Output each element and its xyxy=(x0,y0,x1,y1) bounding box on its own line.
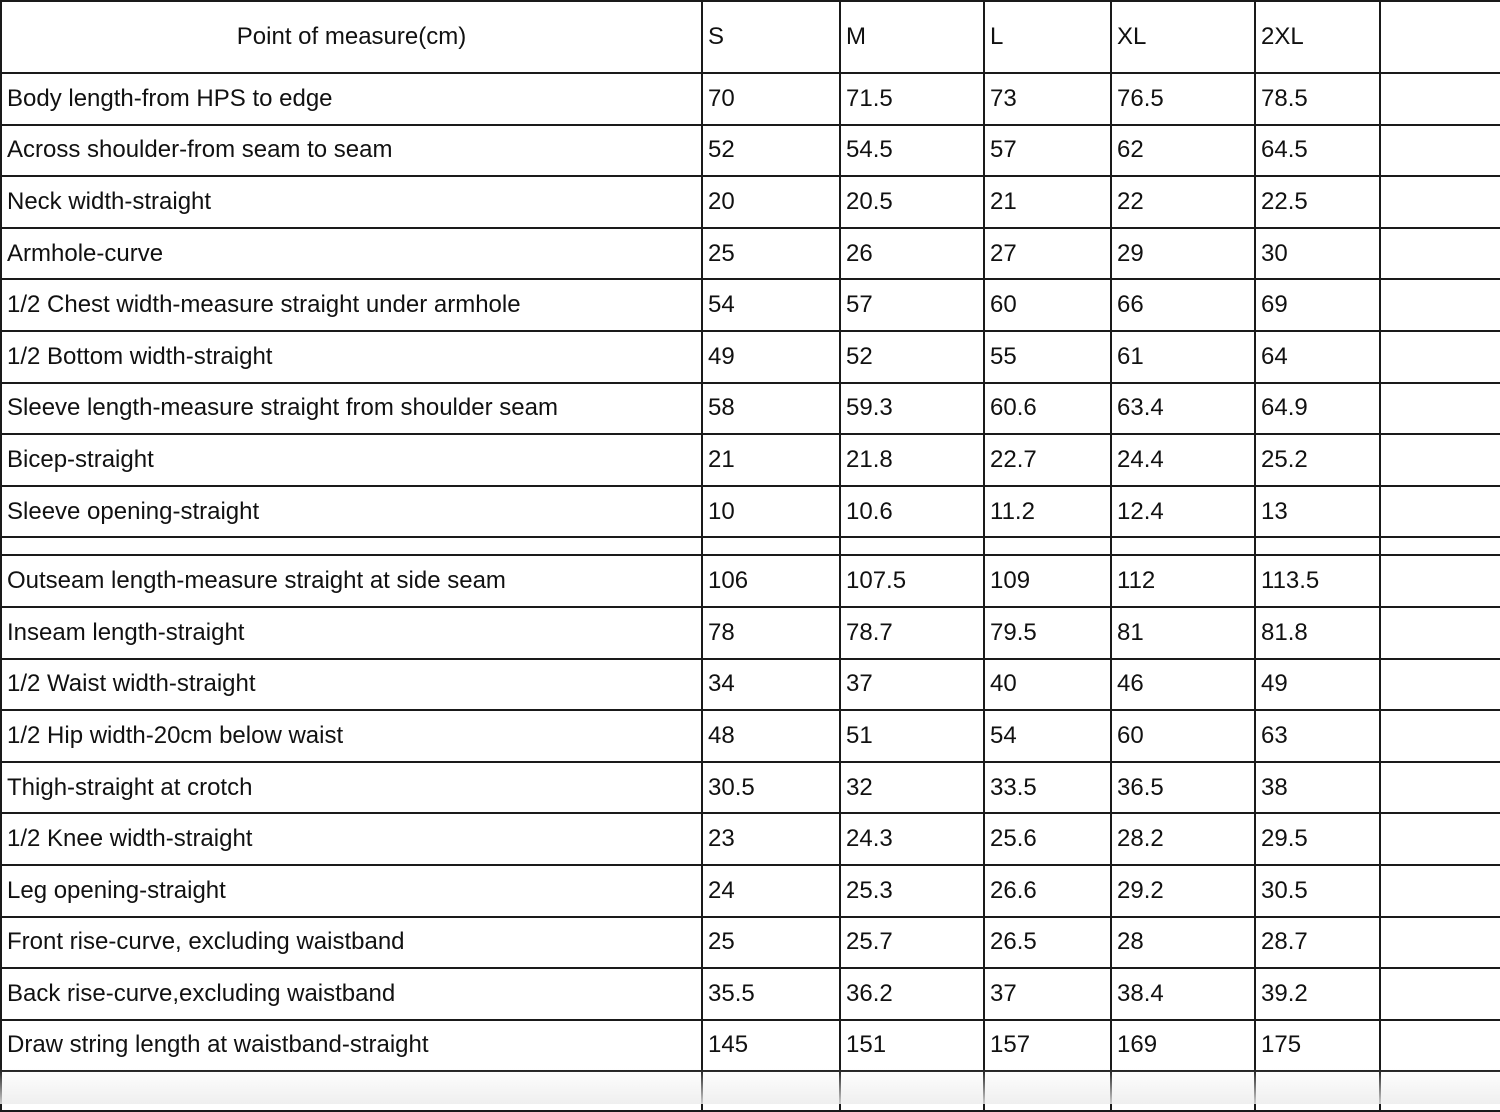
value-l: 79.5 xyxy=(984,607,1111,659)
value-s: 24 xyxy=(702,865,840,917)
value-2xl: 113.5 xyxy=(1255,555,1380,607)
value-m: 25.3 xyxy=(840,865,984,917)
value-l: 157 xyxy=(984,1020,1111,1072)
table-row xyxy=(1,1020,1500,1072)
measure-label: Back rise-curve,excluding waistband xyxy=(1,968,702,1020)
value-2xl: 64 xyxy=(1255,331,1380,383)
value-2xl: 30.5 xyxy=(1255,865,1380,917)
value-l: 73 xyxy=(984,73,1111,125)
measure-label: 1/2 Waist width-straight xyxy=(1,659,702,711)
value-m: 20.5 xyxy=(840,176,984,228)
empty-cell xyxy=(1111,537,1255,555)
measure-label: Front rise-curve, excluding waistband xyxy=(1,917,702,969)
value-s: 58 xyxy=(702,383,840,435)
value-l: 27 xyxy=(984,228,1111,280)
value-xl: 169 xyxy=(1111,1020,1255,1072)
empty-cell xyxy=(840,1071,984,1111)
value-2xl: 64.5 xyxy=(1255,125,1380,177)
value-xl: 63.4 xyxy=(1111,383,1255,435)
value-s: 35.5 xyxy=(702,968,840,1020)
value-m: 57 xyxy=(840,279,984,331)
value-l: 60 xyxy=(984,279,1111,331)
empty-cell xyxy=(1380,555,1500,607)
empty-cell xyxy=(1380,813,1500,865)
measure-label: 1/2 Knee width-straight xyxy=(1,813,702,865)
value-2xl: 78.5 xyxy=(1255,73,1380,125)
value-2xl: 38 xyxy=(1255,762,1380,814)
value-xl: 22 xyxy=(1111,176,1255,228)
value-xl: 24.4 xyxy=(1111,434,1255,486)
measure-label: Armhole-curve xyxy=(1,228,702,280)
empty-cell xyxy=(1380,917,1500,969)
table-row xyxy=(1,125,1500,177)
empty-cell xyxy=(1380,1071,1500,1111)
value-l: 57 xyxy=(984,125,1111,177)
value-xl: 46 xyxy=(1111,659,1255,711)
measure-label: 1/2 Hip width-20cm below waist xyxy=(1,710,702,762)
empty-cell xyxy=(1380,537,1500,555)
value-m: 51 xyxy=(840,710,984,762)
value-2xl: 39.2 xyxy=(1255,968,1380,1020)
empty-cell xyxy=(702,1071,840,1111)
value-xl: 76.5 xyxy=(1111,73,1255,125)
header-empty-cell xyxy=(1380,1,1500,73)
value-s: 70 xyxy=(702,73,840,125)
empty-cell xyxy=(1380,279,1500,331)
value-m: 25.7 xyxy=(840,917,984,969)
value-s: 145 xyxy=(702,1020,840,1072)
measure-label: Across shoulder-from seam to seam xyxy=(1,125,702,177)
value-2xl: 22.5 xyxy=(1255,176,1380,228)
empty-cell xyxy=(702,537,840,555)
value-xl: 29.2 xyxy=(1111,865,1255,917)
value-xl: 81 xyxy=(1111,607,1255,659)
value-m: 36.2 xyxy=(840,968,984,1020)
measure-label: Neck width-straight xyxy=(1,176,702,228)
value-s: 54 xyxy=(702,279,840,331)
empty-cell xyxy=(1380,331,1500,383)
value-2xl: 64.9 xyxy=(1255,383,1380,435)
table-row xyxy=(1,865,1500,917)
value-xl: 61 xyxy=(1111,331,1255,383)
value-xl: 36.5 xyxy=(1111,762,1255,814)
value-s: 48 xyxy=(702,710,840,762)
table-row xyxy=(1,486,1500,538)
empty-cell xyxy=(1380,1020,1500,1072)
header-size-s: S xyxy=(702,1,840,73)
empty-cell xyxy=(1111,1071,1255,1111)
value-s: 78 xyxy=(702,607,840,659)
empty-cell xyxy=(1380,73,1500,125)
value-2xl: 30 xyxy=(1255,228,1380,280)
empty-cell xyxy=(984,537,1111,555)
header-point-of-measure: Point of measure(cm) xyxy=(1,1,702,73)
value-l: 26.6 xyxy=(984,865,1111,917)
table-row xyxy=(1,659,1500,711)
table-row xyxy=(1,917,1500,969)
value-l: 21 xyxy=(984,176,1111,228)
value-2xl: 28.7 xyxy=(1255,917,1380,969)
measure-label: Sleeve length-measure straight from shoulder seam xyxy=(1,383,702,435)
table-row xyxy=(1,555,1500,607)
value-s: 30.5 xyxy=(702,762,840,814)
measure-label: Outseam length-measure straight at side seam xyxy=(1,555,702,607)
header-size-2xl: 2XL xyxy=(1255,1,1380,73)
value-m: 21.8 xyxy=(840,434,984,486)
table-row xyxy=(1,762,1500,814)
empty-cell xyxy=(1380,486,1500,538)
value-m: 24.3 xyxy=(840,813,984,865)
value-l: 26.5 xyxy=(984,917,1111,969)
table-row xyxy=(1,279,1500,331)
value-m: 37 xyxy=(840,659,984,711)
measure-label: Thigh-straight at crotch xyxy=(1,762,702,814)
value-s: 49 xyxy=(702,331,840,383)
empty-cell xyxy=(1380,762,1500,814)
value-m: 78.7 xyxy=(840,607,984,659)
table-row xyxy=(1,434,1500,486)
measure-label: Bicep-straight xyxy=(1,434,702,486)
value-l: 22.7 xyxy=(984,434,1111,486)
value-m: 52 xyxy=(840,331,984,383)
value-xl: 66 xyxy=(1111,279,1255,331)
measure-label: 1/2 Chest width-measure straight under armhole xyxy=(1,279,702,331)
value-2xl: 49 xyxy=(1255,659,1380,711)
value-l: 109 xyxy=(984,555,1111,607)
separator-row xyxy=(1,537,1500,555)
value-2xl: 175 xyxy=(1255,1020,1380,1072)
value-l: 55 xyxy=(984,331,1111,383)
value-l: 37 xyxy=(984,968,1111,1020)
table-row xyxy=(1,228,1500,280)
table-row xyxy=(1,968,1500,1020)
value-m: 71.5 xyxy=(840,73,984,125)
header-row xyxy=(1,1,1500,73)
value-s: 20 xyxy=(702,176,840,228)
empty-cell xyxy=(1380,865,1500,917)
value-2xl: 63 xyxy=(1255,710,1380,762)
empty-cell xyxy=(1255,537,1380,555)
empty-cell xyxy=(1380,710,1500,762)
empty-cell xyxy=(984,1071,1111,1111)
value-xl: 29 xyxy=(1111,228,1255,280)
value-m: 26 xyxy=(840,228,984,280)
table-row xyxy=(1,331,1500,383)
empty-cell xyxy=(1380,607,1500,659)
value-2xl: 81.8 xyxy=(1255,607,1380,659)
value-l: 11.2 xyxy=(984,486,1111,538)
measure-label: Body length-from HPS to edge xyxy=(1,73,702,125)
value-2xl: 13 xyxy=(1255,486,1380,538)
empty-cell xyxy=(1,1071,702,1111)
value-s: 25 xyxy=(702,228,840,280)
table-row xyxy=(1,383,1500,435)
value-xl: 38.4 xyxy=(1111,968,1255,1020)
value-s: 52 xyxy=(702,125,840,177)
value-m: 151 xyxy=(840,1020,984,1072)
empty-cell xyxy=(1255,1071,1380,1111)
empty-cell xyxy=(1380,434,1500,486)
table-row xyxy=(1,176,1500,228)
empty-cell xyxy=(1380,176,1500,228)
value-m: 32 xyxy=(840,762,984,814)
measure-label: Sleeve opening-straight xyxy=(1,486,702,538)
header-size-l: L xyxy=(984,1,1111,73)
table-row xyxy=(1,73,1500,125)
value-m: 54.5 xyxy=(840,125,984,177)
value-xl: 60 xyxy=(1111,710,1255,762)
empty-cell xyxy=(1380,968,1500,1020)
value-2xl: 29.5 xyxy=(1255,813,1380,865)
empty-cell xyxy=(1,537,702,555)
empty-cell xyxy=(1380,228,1500,280)
value-l: 54 xyxy=(984,710,1111,762)
table-row xyxy=(1,813,1500,865)
value-s: 25 xyxy=(702,917,840,969)
header-size-xl: XL xyxy=(1111,1,1255,73)
value-l: 33.5 xyxy=(984,762,1111,814)
value-s: 10 xyxy=(702,486,840,538)
value-m: 10.6 xyxy=(840,486,984,538)
value-2xl: 69 xyxy=(1255,279,1380,331)
table-row xyxy=(1,607,1500,659)
measure-label: Leg opening-straight xyxy=(1,865,702,917)
value-s: 34 xyxy=(702,659,840,711)
value-m: 107.5 xyxy=(840,555,984,607)
table-row xyxy=(1,710,1500,762)
measure-label: 1/2 Bottom width-straight xyxy=(1,331,702,383)
value-xl: 62 xyxy=(1111,125,1255,177)
empty-cell xyxy=(1380,659,1500,711)
value-s: 21 xyxy=(702,434,840,486)
value-2xl: 25.2 xyxy=(1255,434,1380,486)
trailing-empty-row xyxy=(1,1071,1500,1111)
value-m: 59.3 xyxy=(840,383,984,435)
value-xl: 28.2 xyxy=(1111,813,1255,865)
value-xl: 112 xyxy=(1111,555,1255,607)
value-xl: 28 xyxy=(1111,917,1255,969)
empty-cell xyxy=(840,537,984,555)
value-s: 106 xyxy=(702,555,840,607)
measure-label: Draw string length at waistband-straight xyxy=(1,1020,702,1072)
value-s: 23 xyxy=(702,813,840,865)
header-size-m: M xyxy=(840,1,984,73)
value-l: 25.6 xyxy=(984,813,1111,865)
value-l: 40 xyxy=(984,659,1111,711)
value-xl: 12.4 xyxy=(1111,486,1255,538)
empty-cell xyxy=(1380,125,1500,177)
empty-cell xyxy=(1380,383,1500,435)
value-l: 60.6 xyxy=(984,383,1111,435)
measure-label: Inseam length-straight xyxy=(1,607,702,659)
